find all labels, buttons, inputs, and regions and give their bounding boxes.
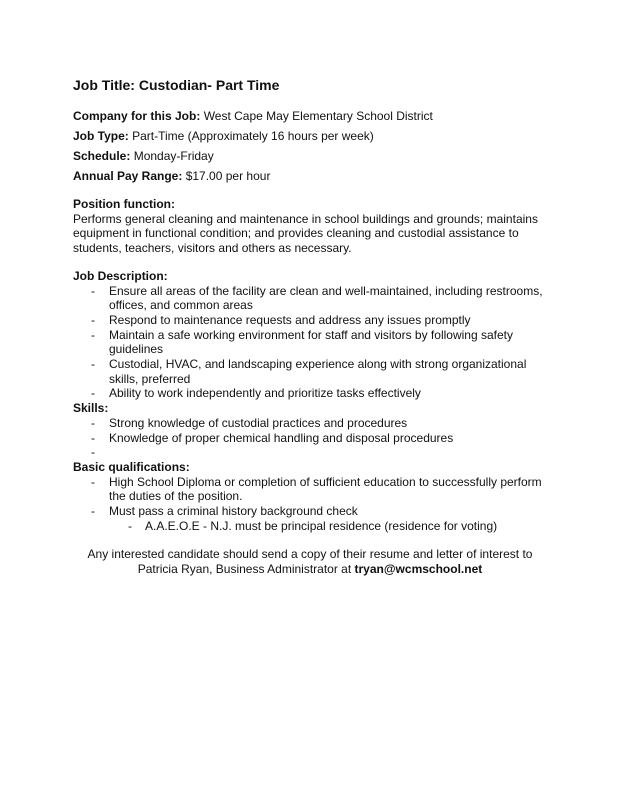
dash: - xyxy=(91,504,95,519)
meta-value: West Cape May Elementary School District xyxy=(203,109,433,123)
dash: - xyxy=(91,415,95,430)
dash: - xyxy=(91,474,95,489)
list-item xyxy=(73,431,553,446)
list-item xyxy=(73,504,553,519)
meta-label: Job Type: xyxy=(73,129,129,143)
item-text: Strong knowledge of custodial practices and procedures xyxy=(109,415,408,430)
list-item xyxy=(73,328,553,357)
item-text: Knowledge of proper chemical handling and disposal procedures xyxy=(109,430,454,445)
closing-note xyxy=(73,547,547,576)
position-function-text: Performs general cleaning and maintenance in school buildings and grounds; maintains equipment in functional condition; and provides cleaning and custodial assistance to students, teachers, visitors and others as necessary. xyxy=(73,211,538,256)
item-text: A.A.E.O.E - N.J. must be principal residence (residence for voting) xyxy=(145,518,498,533)
dash: - xyxy=(91,327,95,342)
section-heading: Skills: xyxy=(73,401,109,416)
item-text: Ability to work independently and prioritize tasks effectively xyxy=(109,386,421,401)
meta-job-type xyxy=(73,126,553,146)
position-function xyxy=(73,197,553,256)
section-heading: Position function: xyxy=(73,197,175,211)
job-meta xyxy=(73,106,553,186)
list-item xyxy=(73,475,553,504)
dash: - xyxy=(91,312,95,327)
meta-schedule xyxy=(73,146,553,166)
dash: - xyxy=(91,386,95,401)
dash: - xyxy=(91,283,95,298)
item-text: High School Diploma or completion of sufficient education to successfully perform the duties of the position. xyxy=(109,474,542,504)
meta-label: Annual Pay Range: xyxy=(73,169,183,183)
meta-pay xyxy=(73,166,553,186)
item-text: Maintain a safe working environment for staff and visitors by following safety guidelines xyxy=(109,327,513,357)
item-text: Respond to maintenance requests and address any issues promptly xyxy=(109,312,471,327)
job-title: Job Title: Custodian- Part Time xyxy=(73,77,280,93)
list-item xyxy=(73,313,553,328)
job-posting xyxy=(73,77,553,577)
item-text: Must pass a criminal history background check xyxy=(109,504,358,519)
dash: - xyxy=(91,357,95,372)
list-item xyxy=(73,445,553,460)
meta-value: Part-Time (Approximately 16 hours per week) xyxy=(132,129,374,143)
meta-value: Monday-Friday xyxy=(133,149,214,163)
list-item xyxy=(73,386,553,401)
contact-email: tryan@wcmschool.net xyxy=(354,562,483,577)
dash: - xyxy=(128,518,132,533)
closing-line: Any interested candidate should send a copy of their resume and letter of interest to xyxy=(87,547,533,562)
job-description xyxy=(73,269,553,534)
meta-label: Company for this Job: xyxy=(73,109,201,123)
section-heading: Job Description: xyxy=(73,268,168,283)
list-item xyxy=(73,284,553,313)
closing-line: Patricia Ryan, Business Administrator at xyxy=(137,562,352,577)
meta-company xyxy=(73,106,553,126)
section-heading: Basic qualifications: xyxy=(73,459,190,474)
meta-value: $17.00 per hour xyxy=(185,169,271,183)
sub-list-item xyxy=(73,519,553,534)
meta-label: Schedule: xyxy=(73,149,131,163)
list-item xyxy=(73,416,553,431)
item-text: Custodial, HVAC, and landscaping experience along with strong organizational skills, preferred xyxy=(109,357,527,386)
list-item xyxy=(73,357,553,386)
item-text: Ensure all areas of the facility are clean and well-maintained, including restrooms, offices, and common areas xyxy=(109,283,543,313)
dash: - xyxy=(91,430,95,445)
dash: - xyxy=(91,445,95,460)
